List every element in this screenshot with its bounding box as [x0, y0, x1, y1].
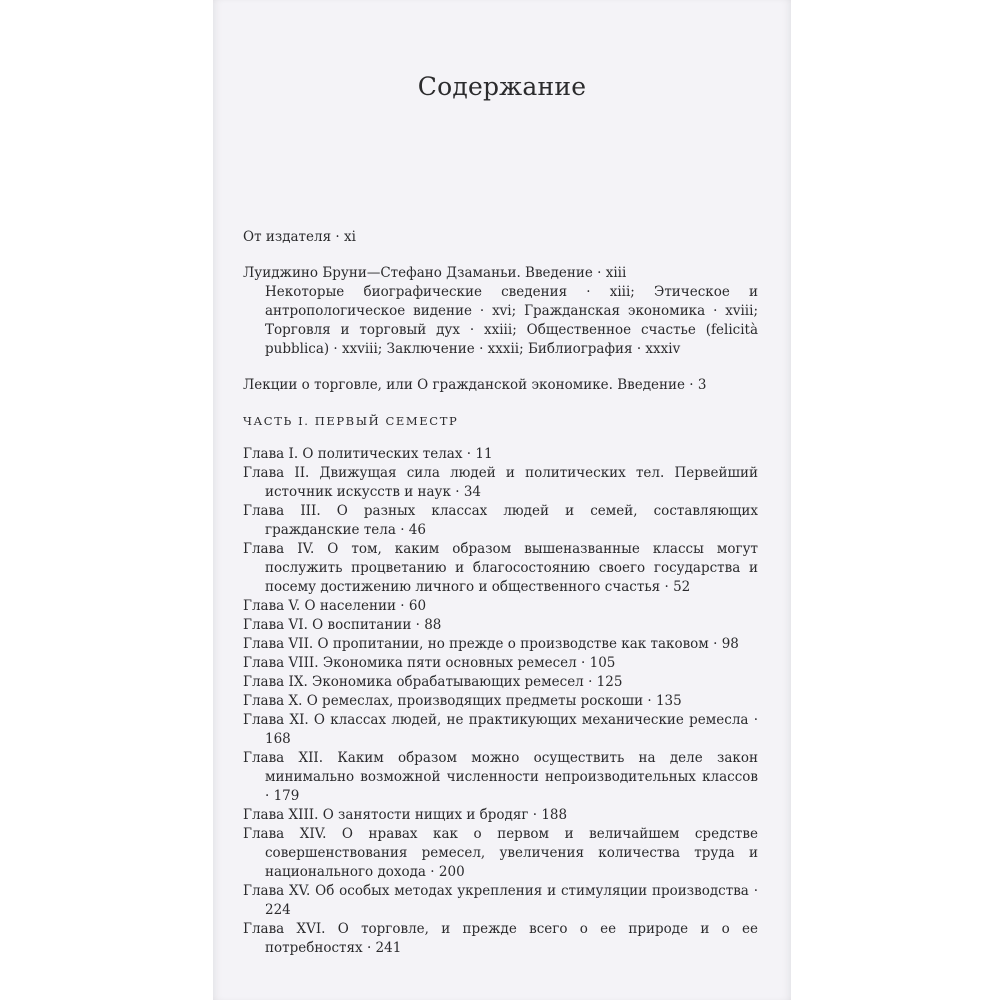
toc-entry-lectures	[243, 376, 758, 395]
toc-separator: ·	[713, 636, 718, 652]
toc-chapter-entry	[243, 920, 758, 958]
toc-separator: ·	[335, 229, 340, 245]
toc-entry-text: Глава VIII. Экономика пяти основных ремесел	[243, 655, 577, 671]
toc-page-number: 52	[673, 579, 691, 595]
toc-separator: ·	[647, 693, 652, 709]
toc-chapter-entry	[243, 825, 758, 882]
toc-separator: ·	[430, 864, 435, 880]
toc-page-number: 135	[655, 693, 682, 709]
toc-separator: ·	[753, 712, 758, 728]
toc-separator: ·	[415, 617, 420, 633]
toc-separator: ·	[532, 807, 538, 823]
toc-chapter-entry	[243, 597, 758, 616]
toc-chapter-entry	[243, 464, 758, 502]
toc-page-number: 60	[408, 598, 427, 614]
toc-entry-text: Глава III. О разных классах людей и семей, составляющих гражданские тела	[243, 503, 758, 538]
toc-chapter-entry	[243, 654, 758, 673]
toc-separator: ·	[581, 655, 586, 671]
toc-chapter-entry	[243, 445, 758, 464]
toc-separator: ·	[400, 522, 405, 538]
toc-separator: ·	[265, 788, 270, 804]
toc-page-number: 88	[424, 617, 442, 633]
toc-page-number: 11	[475, 446, 493, 462]
toc-entry-text: Глава I. О политических телах	[243, 446, 463, 462]
page-title: Содержание	[417, 72, 587, 101]
toc-entry-text: Глава X. О ремеслах, производящих предметы роскоши	[243, 693, 644, 709]
toc-entry-text: Глава II. Движущая сила людей и политических тел. Первейший источник искусств и наук	[243, 465, 758, 500]
toc-page-number: xiii	[605, 265, 627, 281]
toc-entry-text: Глава XIII. О занятости нищих и бродяг	[243, 807, 529, 823]
toc-entry-text: Глава IV. О том, каким образом вышеназванные классы могут послужить процветанию и благосостоянию своего государства и посему достижению личного и общественного счастья	[243, 541, 758, 595]
toc-part-heading: ЧАСТЬ I. ПЕРВЫЙ СЕМЕСТР	[243, 414, 459, 428]
toc-entry-introduction	[243, 264, 758, 283]
toc-chapter-entry	[243, 673, 758, 692]
toc-entry-text: Лекции о торговле, или О гражданской экономике. Введение	[243, 377, 685, 393]
toc-chapter-entry	[243, 540, 758, 597]
toc-entry-text: Луиджино Бруни—Стефано Дзаманьи. Введение	[243, 265, 593, 281]
toc-page-number: 105	[589, 655, 616, 671]
toc-entry-text: Глава V. О населении	[243, 598, 396, 614]
toc-page-number: 224	[265, 902, 291, 918]
toc-page-number: 241	[375, 940, 402, 956]
toc-page-number: 3	[697, 377, 707, 393]
toc-chapter-entry	[243, 692, 758, 711]
toc-chapter-entry	[243, 502, 758, 540]
toc-introduction-subsections: Некоторые биографические сведения · xiii; Этическое и антропологическое видение · xvi; Гражданская экономика · xviii; Торговля и торговый дух · xxiii; Общественное счастье (felicità pubblica) · xxviii; Заключение · xxxii; Библиография · xxxiv	[265, 284, 758, 357]
table-of-contents	[243, 228, 758, 958]
toc-page-number: xi	[344, 229, 356, 245]
toc-separator: ·	[366, 940, 372, 956]
toc-entry-text: Глава XIV. О нравах как о первом и величайшем средстве совершенствования ремесел, увеличения количества труда и национального дохода	[243, 826, 758, 880]
toc-chapter-entry	[243, 635, 758, 654]
toc-separator: ·	[689, 377, 694, 393]
toc-page-number: 188	[541, 807, 568, 823]
toc-entry-text: Глава XV. Об особых методах укрепления и стимуляции производства	[243, 883, 749, 899]
toc-chapter-list	[243, 445, 758, 958]
toc-page-number: 34	[463, 484, 482, 500]
toc-chapter-entry	[243, 616, 758, 635]
toc-page-number: 46	[408, 522, 426, 538]
toc-page-number: 98	[721, 636, 739, 652]
toc-separator: ·	[455, 484, 460, 500]
toc-chapter-entry	[243, 882, 758, 920]
toc-entry-text: Глава VI. О воспитании	[243, 617, 412, 633]
toc-entry-text: Глава XI. О классах людей, не практикующих механические ремесла	[243, 712, 749, 728]
toc-separator: ·	[588, 674, 593, 690]
toc-separator: ·	[400, 598, 405, 614]
toc-chapter-entry	[243, 749, 758, 806]
toc-entry-text: Глава IX. Экономика обрабатывающих ремесел	[243, 674, 584, 690]
toc-separator: ·	[664, 579, 669, 595]
toc-chapter-entry	[243, 711, 758, 749]
toc-entry-text: Глава VII. О пропитании, но прежде о производстве как таковом	[243, 636, 709, 652]
toc-separator: ·	[466, 446, 472, 462]
toc-separator: ·	[753, 883, 758, 899]
toc-chapter-entry	[243, 806, 758, 825]
toc-entry-text: От издателя	[243, 229, 332, 245]
toc-entry-text: Глава XII. Каким образом можно осуществить на деле закон минимально возможной численности непроизводительных классов	[243, 750, 758, 785]
book-page	[213, 0, 791, 1000]
toc-entry-publisher	[243, 228, 758, 247]
toc-page-number: 125	[596, 674, 623, 690]
toc-page-number: 179	[273, 788, 300, 804]
toc-page-number: 200	[438, 864, 465, 880]
toc-separator: ·	[597, 265, 602, 281]
toc-entry-text: Глава XVI. О торговле, и прежде всего о ее природе и о ее потребностях	[243, 921, 758, 956]
toc-page-number: 168	[265, 731, 291, 747]
